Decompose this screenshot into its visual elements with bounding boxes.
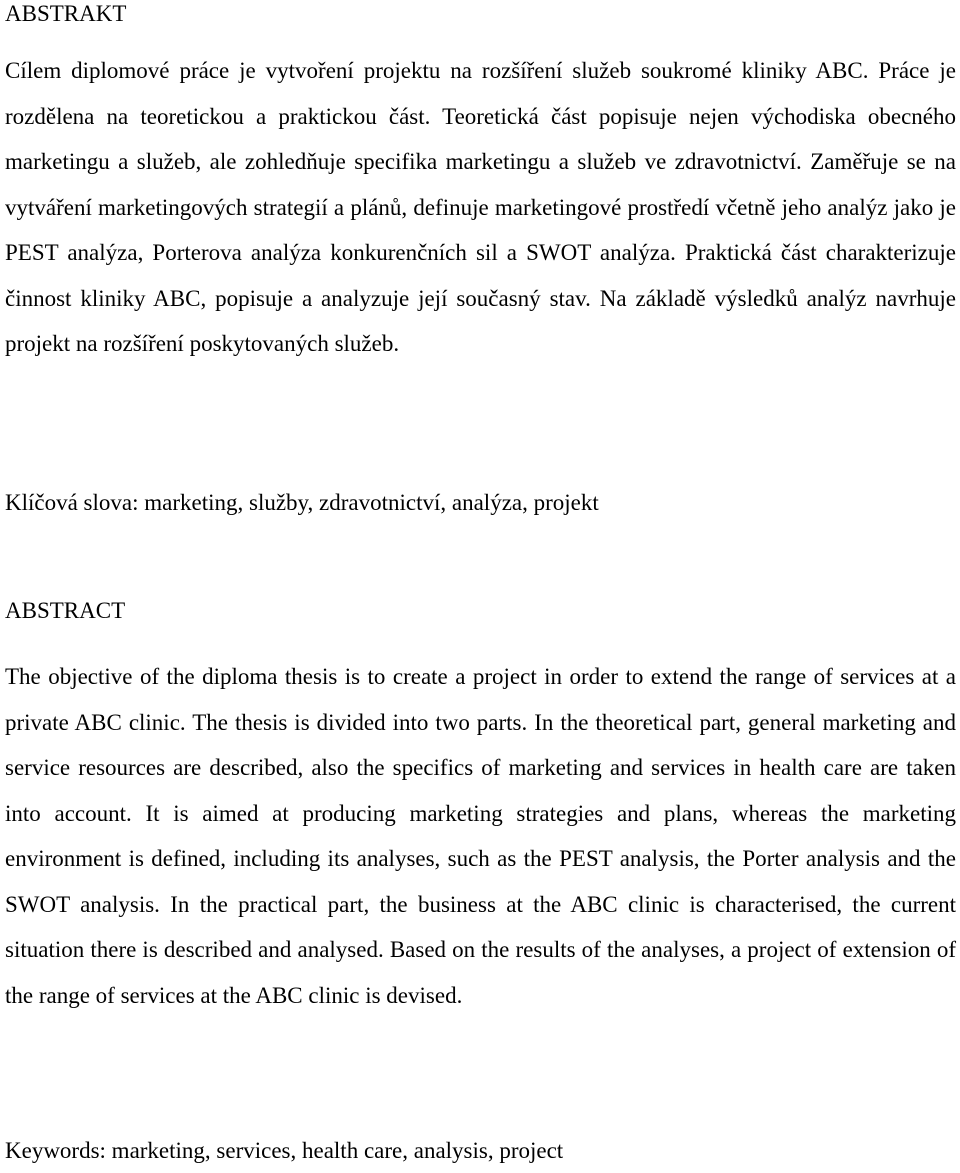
english-abstract-heading: ABSTRACT xyxy=(5,598,126,623)
czech-abstract-body: Cílem diplomové práce je vytvoření projektu na rozšíření služeb soukromé kliniky ABC. Práce je rozdělena na teoretickou a praktickou část. Teoretická část popisuje nejen východiska obecného marketingu a služeb, ale zohledňuje specifika marketingu a služeb ve zdravotnictví. Zaměřuje se na vytváření marketingových strategií a plánů, definuje marketingové prostředí včetně jeho analýz jako je PEST analýza, Porterova analýza konkurenčních sil a SWOT analýza. Praktická část charakterizuje činnost kliniky ABC, popisuje a analyzuje její současný stav. Na základě výsledků analýz navrhuje projekt na rozšíření poskytovaných služeb. xyxy=(5,58,956,356)
czech-keywords: Klíčová slova: marketing, služby, zdravotnictví, analýza, projekt xyxy=(5,490,599,515)
english-abstract-body: The objective of the diploma thesis is to create a project in order to extend the range of services at a private ABC clinic. The thesis is divided into two parts. In the theoretical part, general marketing and service resources are described, also the specifics of marketing and services in health care are taken into account. It is aimed at producing marketing strategies and plans, whereas the marketing environment is defined, including its analyses, such as the PEST analysis, the Porter analysis and the SWOT analysis. In the practical part, the business at the ABC clinic is characterised, the current situation there is described and analysed. Based on the results of the analyses, a project of extension of the range of services at the ABC clinic is devised. xyxy=(5,664,956,1008)
czech-abstract-heading: ABSTRAKT xyxy=(5,1,127,26)
english-keywords: Keywords: marketing, services, health care, analysis, project xyxy=(5,1138,564,1163)
